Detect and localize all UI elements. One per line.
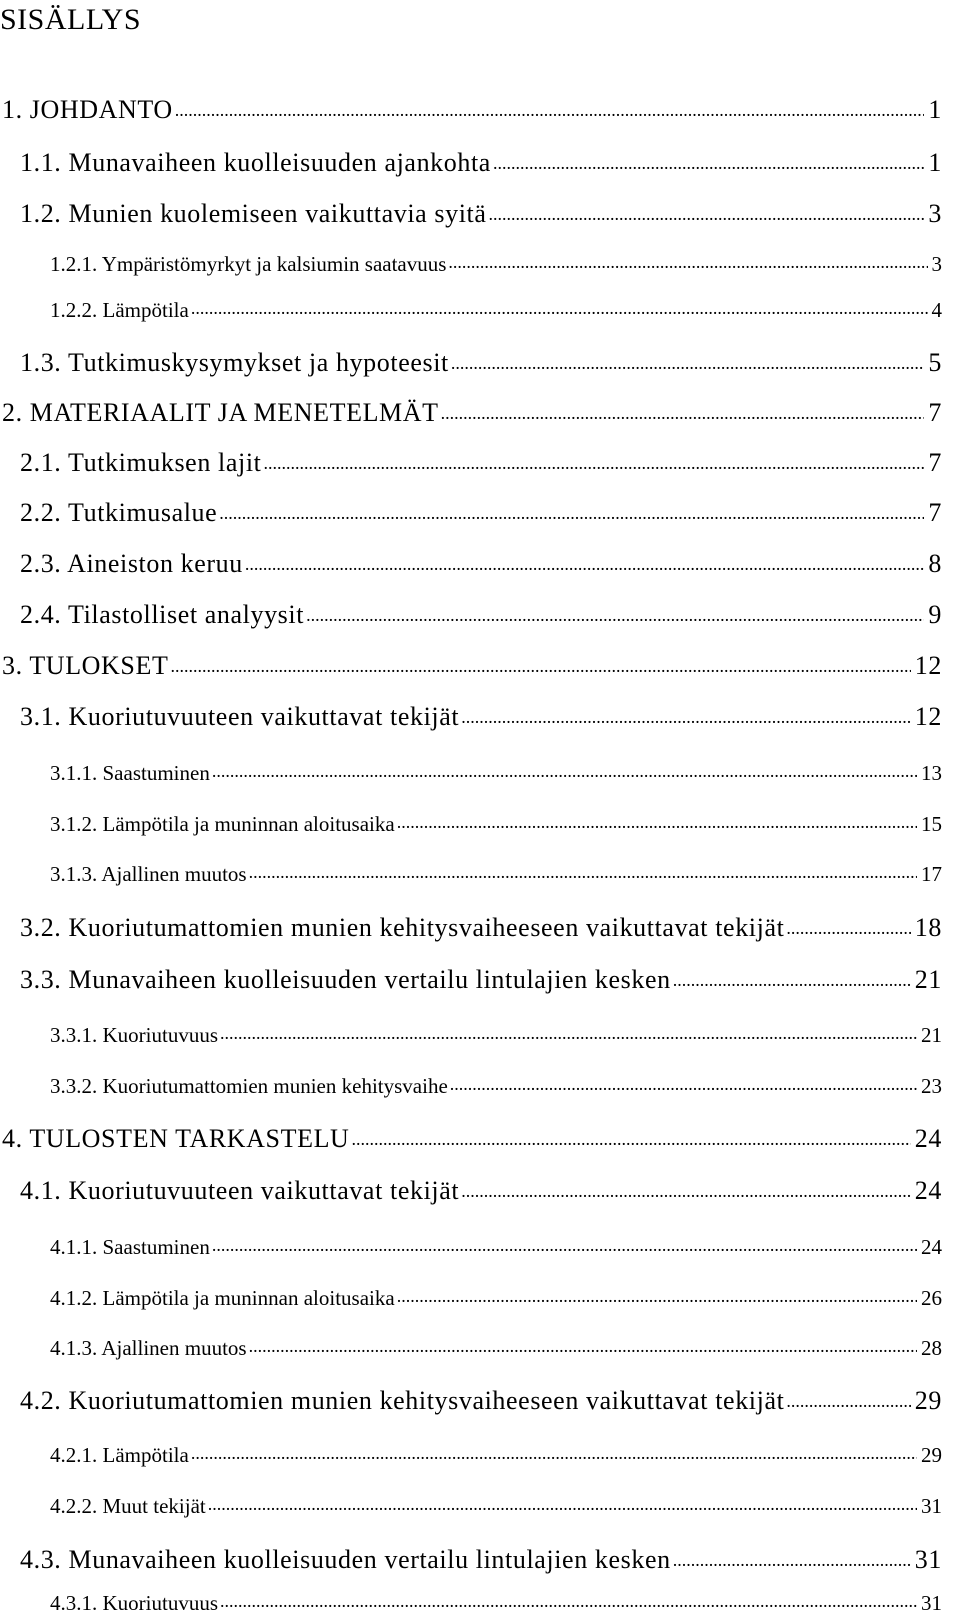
dot-leader xyxy=(218,1590,917,1616)
toc-entry-label: 3.3.2. Kuoriutumattomien munien kehitysvaihe xyxy=(50,1074,448,1098)
toc-entry-page-number: 18 xyxy=(914,913,942,942)
toc-entry[interactable] xyxy=(20,148,942,178)
toc-entry[interactable] xyxy=(50,1234,942,1260)
dot-leader xyxy=(218,1022,917,1048)
dot-leader xyxy=(247,861,917,887)
toc-entry-page-number: 12 xyxy=(914,702,942,731)
toc-entry-label: 2.2. Tutkimusalue xyxy=(20,498,218,527)
toc-entry-page-number: 24 xyxy=(914,1124,942,1153)
toc-entry-label: 3.1.2. Lämpötila ja muninnan aloitusaika xyxy=(50,812,395,836)
toc-entry-label: 3.1.1. Saastuminen xyxy=(50,761,210,785)
toc-entry[interactable] xyxy=(20,498,942,528)
toc-entry-page-number: 31 xyxy=(921,1494,942,1518)
toc-entry[interactable] xyxy=(20,1545,942,1575)
toc-entry[interactable] xyxy=(50,251,942,277)
toc-entry-page-number: 5 xyxy=(928,348,942,377)
toc-entry-label: 1.2.2. Lämpötila xyxy=(50,298,189,322)
toc-entry-page-number: 13 xyxy=(921,761,942,785)
toc-entry[interactable] xyxy=(20,702,942,732)
toc-entry-page-number: 7 xyxy=(928,398,942,427)
toc-entry[interactable] xyxy=(50,861,942,887)
toc-entry-page-number: 15 xyxy=(921,812,942,836)
dot-leader xyxy=(487,199,925,229)
toc-entry[interactable] xyxy=(50,1073,942,1099)
toc-entry-label: 3.1. Kuoriutuvuuteen vaikuttavat tekijät xyxy=(20,702,460,731)
toc-entry-page-number: 3 xyxy=(931,252,942,276)
toc-entry-label: 4.2.1. Lämpötila xyxy=(50,1443,189,1467)
toc-entry[interactable] xyxy=(20,600,942,630)
toc-entry-page-number: 21 xyxy=(914,965,942,994)
toc-entry[interactable] xyxy=(20,549,942,579)
toc-entry-page-number: 3 xyxy=(928,199,942,228)
dot-leader xyxy=(304,600,924,630)
toc-entry-label: 2. MATERIAALIT JA MENETELMÄT xyxy=(2,398,439,427)
toc-entry[interactable] xyxy=(20,1176,942,1206)
toc-entry[interactable] xyxy=(50,1493,942,1519)
dot-leader xyxy=(459,702,911,732)
toc-entry[interactable] xyxy=(2,95,942,125)
toc-entry[interactable] xyxy=(50,1335,942,1361)
toc-entry-label: 4.3. Munavaiheen kuolleisuuden vertailu lintulajien kesken xyxy=(20,1545,671,1574)
dot-leader xyxy=(446,251,927,277)
dot-leader xyxy=(449,348,925,378)
toc-entry[interactable] xyxy=(20,448,942,478)
dot-leader xyxy=(206,1493,917,1519)
dot-leader xyxy=(247,1335,917,1361)
toc-entry-label: 4.1.2. Lämpötila ja muninnan aloitusaika xyxy=(50,1286,395,1310)
toc-entry-label: 4.2. Kuoriutumattomien munien kehitysvaiheeseen vaikuttavat tekijät xyxy=(20,1386,785,1415)
toc-entry-label: 4.1.3. Ajallinen muutos xyxy=(50,1336,247,1360)
toc-entry-page-number: 7 xyxy=(928,448,942,477)
toc-entry-label: 4.1. Kuoriutuvuuteen vaikuttavat tekijät xyxy=(20,1176,460,1205)
toc-entry[interactable] xyxy=(20,1386,942,1416)
toc-entry[interactable] xyxy=(2,398,942,428)
toc-entry-label: 3.1.3. Ajallinen muutos xyxy=(50,862,247,886)
dot-leader xyxy=(491,148,924,178)
dot-leader xyxy=(448,1073,917,1099)
toc-entry[interactable] xyxy=(50,760,942,786)
toc-entry[interactable] xyxy=(20,913,942,943)
toc-entry-label: 1.1. Munavaiheen kuolleisuuden ajankohta xyxy=(20,148,491,177)
dot-leader xyxy=(671,1545,911,1575)
toc-entry-page-number: 31 xyxy=(921,1591,942,1615)
toc-entry-label: 4.1.1. Saastuminen xyxy=(50,1235,210,1259)
toc-entry-label: 1.3. Tutkimuskysymykset ja hypoteesit xyxy=(20,348,449,377)
toc-entry-label: 2.3. Aineiston keruu xyxy=(20,549,243,578)
dot-leader xyxy=(459,1176,911,1206)
toc-entry[interactable] xyxy=(50,1590,942,1616)
dot-leader xyxy=(189,297,928,323)
dot-leader xyxy=(395,811,917,837)
toc-entry-page-number: 24 xyxy=(914,1176,942,1205)
toc-entry-label: 1. JOHDANTO xyxy=(2,95,173,124)
toc-entry-page-number: 17 xyxy=(921,862,942,886)
toc-entry[interactable] xyxy=(50,1285,942,1311)
page-title: SISÄLLYS xyxy=(0,3,142,36)
toc-entry-page-number: 8 xyxy=(928,549,942,578)
toc-entry-page-number: 12 xyxy=(914,651,942,680)
toc-entry-label: 3.2. Kuoriutumattomien munien kehitysvaiheeseen vaikuttavat tekijät xyxy=(20,913,785,942)
toc-entry-label: 2.1. Tutkimuksen lajit xyxy=(20,448,262,477)
toc-entry-page-number: 21 xyxy=(921,1023,942,1047)
toc-entry-page-number: 24 xyxy=(921,1235,942,1259)
toc-entry-page-number: 1 xyxy=(928,95,942,124)
toc-entry-page-number: 23 xyxy=(921,1074,942,1098)
toc-entry-label: 4.3.1. Kuoriutuvuus xyxy=(50,1591,218,1615)
toc-entry[interactable] xyxy=(20,965,942,995)
toc-entry[interactable] xyxy=(50,297,942,323)
toc-entry-label: 2.4. Tilastolliset analyysit xyxy=(20,600,305,629)
toc-entry-label: 3.3. Munavaiheen kuolleisuuden vertailu lintulajien kesken xyxy=(20,965,671,994)
toc-entry-page-number: 29 xyxy=(914,1386,942,1415)
toc-entry-label: 1.2. Munien kuolemiseen vaikuttavia syitä xyxy=(20,199,487,228)
dot-leader xyxy=(671,965,911,995)
toc-entry-page-number: 28 xyxy=(921,1336,942,1360)
toc-entry-label: 3.3.1. Kuoriutuvuus xyxy=(50,1023,218,1047)
dot-leader xyxy=(217,498,924,528)
dot-leader xyxy=(261,448,924,478)
toc-entry[interactable] xyxy=(50,1022,942,1048)
toc-entry-page-number: 29 xyxy=(921,1443,942,1467)
toc-entry-page-number: 7 xyxy=(928,498,942,527)
dot-leader xyxy=(439,398,925,428)
toc-entry-page-number: 9 xyxy=(928,600,942,629)
toc-entry[interactable] xyxy=(20,199,942,229)
dot-leader xyxy=(784,1386,910,1416)
toc-entry-label: 4. TULOSTEN TARKASTELU xyxy=(2,1124,350,1153)
dot-leader xyxy=(168,651,910,681)
toc-entry-label: 4.2.2. Muut tekijät xyxy=(50,1494,206,1518)
toc-entry[interactable] xyxy=(50,811,942,837)
toc-entry[interactable] xyxy=(2,651,942,681)
dot-leader xyxy=(243,549,925,579)
dot-leader xyxy=(189,1442,917,1468)
toc-entry[interactable] xyxy=(50,1442,942,1468)
toc-entry-page-number: 31 xyxy=(914,1545,942,1574)
toc-entry-label: 3. TULOKSET xyxy=(2,651,169,680)
toc-entry-page-number: 26 xyxy=(921,1286,942,1310)
dot-leader xyxy=(210,1234,917,1260)
toc-entry[interactable] xyxy=(20,348,942,378)
toc-entry-page-number: 4 xyxy=(931,298,942,322)
toc-entry[interactable] xyxy=(2,1124,942,1154)
toc-entry-page-number: 1 xyxy=(928,148,942,177)
dot-leader xyxy=(173,95,925,125)
dot-leader xyxy=(210,760,917,786)
dot-leader xyxy=(395,1285,917,1311)
dot-leader xyxy=(349,1124,910,1154)
dot-leader xyxy=(784,913,910,943)
toc-entry-label: 1.2.1. Ympäristömyrkyt ja kalsiumin saatavuus xyxy=(50,252,447,276)
